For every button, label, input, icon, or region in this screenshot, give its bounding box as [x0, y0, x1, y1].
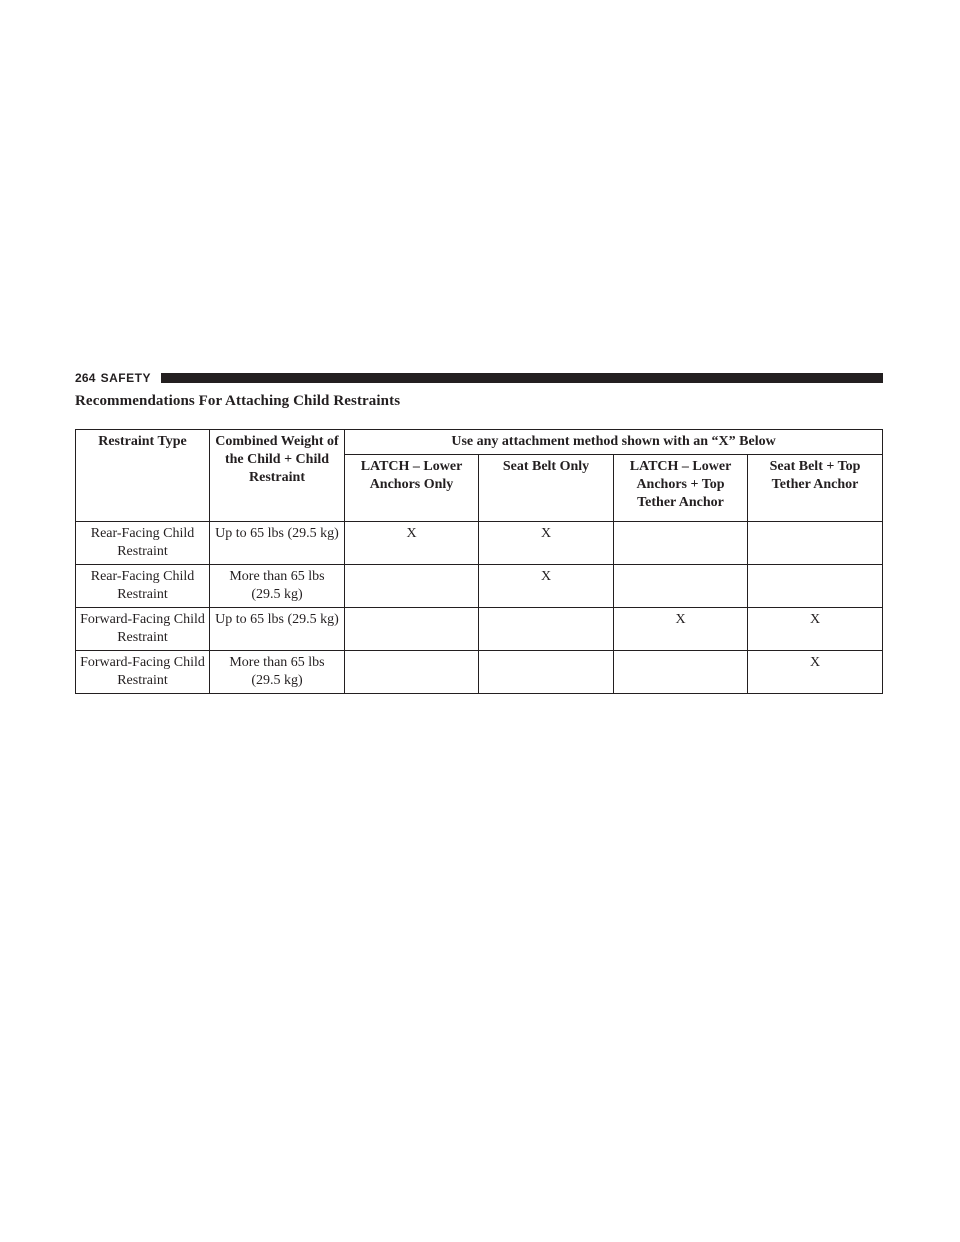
table-row — [76, 522, 883, 565]
header-seat-belt-top-tether: Seat Belt + Top Tether Anchor — [748, 455, 883, 522]
table-row — [76, 608, 883, 651]
cell-restraint-type: Forward-Facing Child Restraint — [76, 608, 210, 651]
header-latch-lower-anchors-only: LATCH – Lower Anchors Only — [345, 455, 479, 522]
cell-weight: Up to 65 lbs (29.5 kg) — [210, 608, 345, 651]
cell-mark — [479, 608, 614, 651]
cell-restraint-type: Rear-Facing Child Restraint — [76, 565, 210, 608]
cell-mark — [748, 522, 883, 565]
header-seat-belt-only: Seat Belt Only — [479, 455, 614, 522]
header-combined-weight: Combined Weight of the Child + Child Restraint — [210, 430, 345, 522]
cell-mark — [614, 565, 748, 608]
cell-mark: X — [614, 608, 748, 651]
header-latch-lower-anchors-top-tether: LATCH – Lower Anchors + Top Tether Anchor — [614, 455, 748, 522]
cell-mark — [345, 651, 479, 694]
table-row — [76, 565, 883, 608]
header-attachment-method-group: Use any attachment method shown with an “X” Below — [345, 430, 883, 455]
cell-mark — [345, 565, 479, 608]
table-row — [76, 651, 883, 694]
cell-weight: Up to 65 lbs (29.5 kg) — [210, 522, 345, 565]
cell-mark: X — [479, 565, 614, 608]
cell-mark — [479, 651, 614, 694]
cell-mark: X — [748, 608, 883, 651]
cell-mark — [748, 565, 883, 608]
restraint-recommendations-table — [75, 429, 883, 694]
cell-mark: X — [345, 522, 479, 565]
page-number: 264 — [75, 371, 96, 385]
cell-restraint-type: Forward-Facing Child Restraint — [76, 651, 210, 694]
cell-mark — [345, 608, 479, 651]
cell-mark: X — [479, 522, 614, 565]
table-title: Recommendations For Attaching Child Restraints — [75, 393, 401, 409]
cell-weight: More than 65 lbs (29.5 kg) — [210, 651, 345, 694]
header-restraint-type: Restraint Type — [76, 430, 210, 522]
header-rule — [161, 373, 883, 383]
cell-restraint-type: Rear-Facing Child Restraint — [76, 522, 210, 565]
cell-weight: More than 65 lbs (29.5 kg) — [210, 565, 345, 608]
section-title: SAFETY — [100, 371, 151, 385]
cell-mark: X — [748, 651, 883, 694]
page-header — [75, 369, 883, 387]
cell-mark — [614, 522, 748, 565]
cell-mark — [614, 651, 748, 694]
